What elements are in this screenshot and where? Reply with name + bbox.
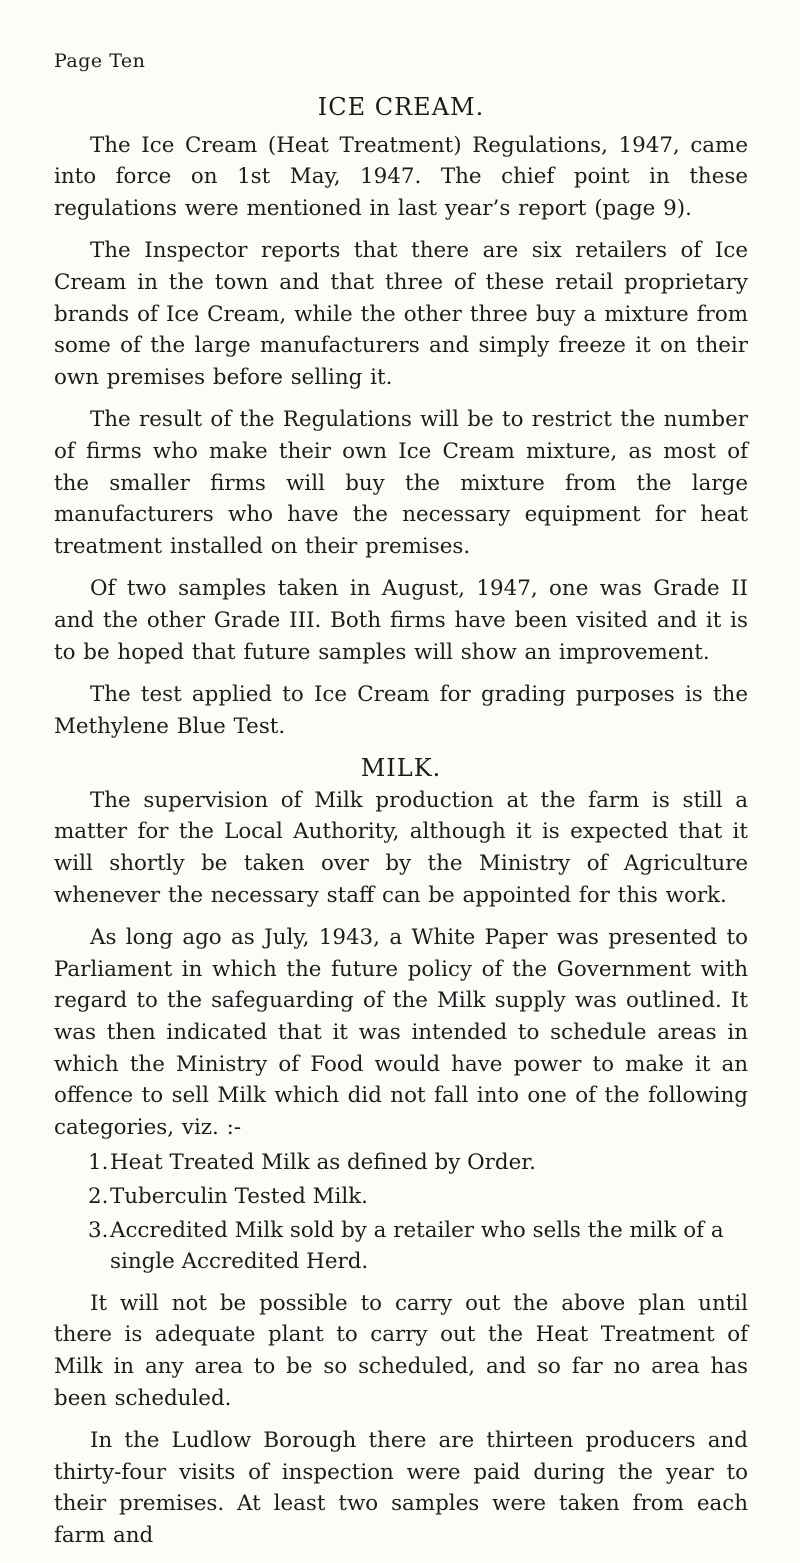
list-text: Accredited Milk sold by a retailer who sells the milk of a single Accredited Herd.: [110, 1217, 724, 1275]
page-number: Page Ten: [54, 50, 146, 72]
list-item: [54, 1147, 748, 1179]
list-number: 1.: [88, 1150, 109, 1176]
milk-categories-list: [54, 1147, 748, 1277]
list-item: [54, 1215, 748, 1278]
section-title-ice-cream: ICE CREAM.: [317, 93, 485, 121]
paragraph: The result of the Regulations will be to restrict the number of firms who make their own Ice Cream mixture, as most of the smaller firms will buy the mixture from the large manufacturers who have the necessary equipment for heat treatment installed on their premises.: [54, 407, 748, 559]
section-title-milk: MILK.: [360, 754, 442, 783]
list-text: Tuberculin Tested Milk.: [110, 1184, 368, 1209]
paragraph: The test applied to Ice Cream for grading purposes is the Methylene Blue Test.: [54, 682, 748, 739]
list-text: Heat Treated Milk as defined by Order.: [110, 1150, 536, 1176]
paragraph: Of two samples taken in August, 1947, one was Grade II and the other Grade III. Both firms have been visited and it is to be hoped that future samples will show an improvement.: [54, 576, 748, 665]
document-body: [54, 92, 748, 1563]
list-number: 2.: [88, 1184, 109, 1209]
paragraph: As long ago as July, 1943, a White Paper was presented to Parliament in which the future policy of the Government with regard to the safeguarding of the Milk supply was outlined. It was then indicated that it was intended to schedule areas in which the Ministry of Food would have power to make it an offence to sell Milk which did not fall into one of the following categories, viz. :-: [54, 925, 748, 1140]
paragraph: It will not be possible to carry out the above plan until there is adequate plant to carry out the Heat Treatment of Milk in any area to be so scheduled, and so far no area has been scheduled.: [54, 1290, 748, 1411]
paragraph: The Inspector reports that there are six retailers of Ice Cream in the town and that three of these retail proprietary brands of Ice Cream, while the other three buy a mixture from some of the large manufacturers and simply freeze it on their own premises before selling it.: [54, 238, 748, 390]
paragraph: The supervision of Milk production at the farm is still a matter for the Local Authority, although it is expected that it will shortly be taken over by the Ministry of Agriculture whenever the necessary staff can be appointed for this work.: [54, 787, 748, 908]
paragraph: The Ice Cream (Heat Treatment) Regulations, 1947, came into force on 1st May, 1947. The chief point in these regulations were mentioned in last year’s report (page 9).: [54, 132, 748, 221]
paragraph: In the Ludlow Borough there are thirteen producers and thirty-four visits of inspection were paid during the year to their premises. At least two samples were taken from each farm and: [54, 1428, 748, 1548]
list-item: [54, 1181, 748, 1213]
list-number: 3.: [88, 1217, 109, 1243]
